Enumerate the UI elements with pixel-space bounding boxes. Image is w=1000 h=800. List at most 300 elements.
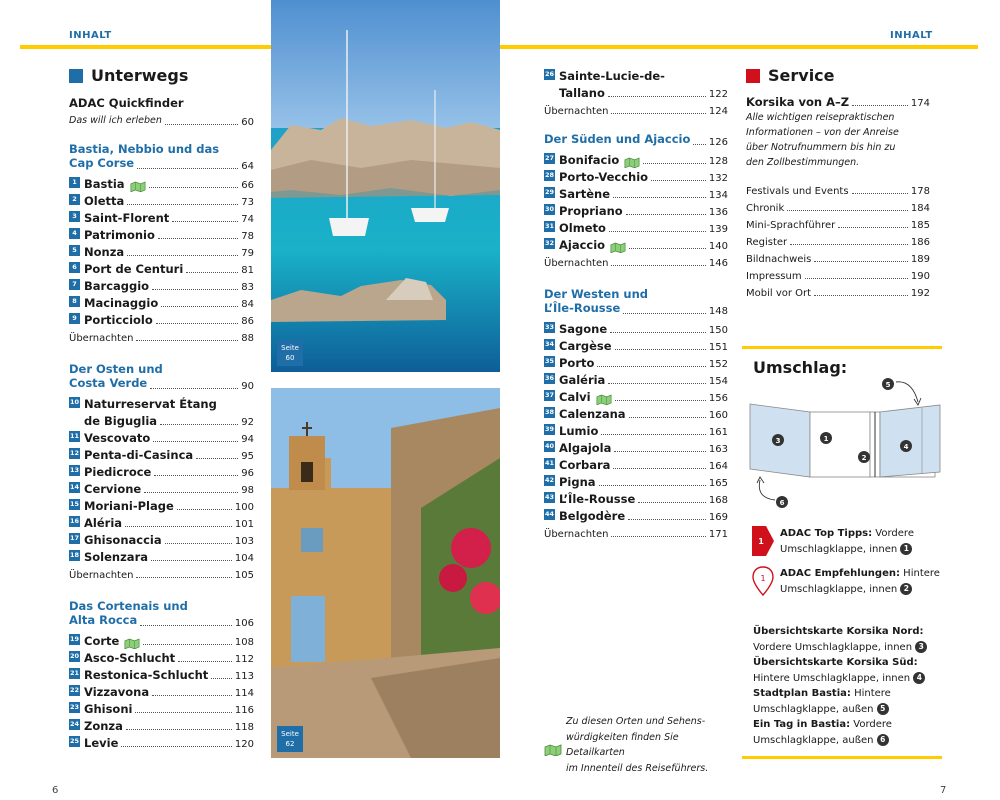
toc-item[interactable] (544, 235, 728, 252)
umschlag-bottom-bar (742, 756, 942, 759)
toc-item[interactable] (544, 387, 728, 404)
toc-item-line (69, 462, 254, 479)
map-icon (124, 634, 140, 645)
item-number-badge: 5 (69, 245, 80, 256)
toc-item-line (69, 496, 254, 513)
top-tipp-arrow-icon (752, 526, 774, 556)
empfehlungen-legend (752, 566, 950, 598)
region-title[interactable] (69, 595, 254, 612)
item-name: Levie (84, 736, 119, 750)
page-number: 150 (708, 325, 728, 336)
toc-item[interactable] (69, 648, 254, 665)
seite-page: 62 (285, 740, 295, 748)
page-number: 74 (241, 214, 254, 225)
page-number: 120 (234, 739, 254, 750)
toc-item-line (69, 293, 254, 310)
item-number-badge: 4 (69, 228, 80, 239)
svg-text:1: 1 (760, 574, 766, 583)
circle-number: 1 (900, 543, 912, 555)
item-number-badge: 16 (69, 517, 80, 525)
page-number: 73 (241, 197, 254, 208)
item-name: Lumio (559, 424, 599, 438)
item-name: Belgodère (559, 509, 626, 523)
map-legend-label: Stadtplan Bastia: (753, 688, 851, 699)
overnight-entry[interactable] (544, 100, 728, 117)
leader-dots (615, 349, 706, 350)
item-number-badge: 10 (69, 398, 80, 406)
desc-line: den Zollbestimmungen. (746, 157, 860, 168)
leader-dots (165, 543, 232, 544)
toc-item[interactable] (69, 242, 254, 259)
item-number-badge: 6 (69, 262, 80, 273)
svg-text:1: 1 (758, 537, 764, 546)
service-item[interactable] (746, 197, 930, 214)
toc-item-line (69, 225, 254, 242)
leader-dots (126, 729, 232, 730)
item-number-badge: 14 (69, 483, 80, 491)
blue-square-icon (69, 69, 83, 83)
page-number: 163 (708, 444, 728, 455)
map-legend-item (753, 655, 953, 671)
region-title-text: Alta Rocca (69, 613, 138, 627)
leader-dots (613, 468, 705, 469)
page-number: 98 (241, 485, 254, 496)
page-number: 105 (234, 570, 254, 581)
item-number-badge: 13 (69, 466, 80, 474)
leader-dots (651, 180, 706, 181)
umschlag-title: Umschlag: (753, 358, 848, 377)
item-name: de Biguglia (84, 414, 158, 428)
toc-item-line (69, 733, 254, 750)
leader-dots (852, 193, 908, 194)
service-heading (746, 66, 930, 85)
page-number: 192 (910, 288, 930, 299)
map-legend-location: Umschlagklappe, außen (753, 703, 874, 715)
region-title-text: Der Süden und Ajaccio (544, 132, 691, 146)
toc-item[interactable] (544, 455, 728, 472)
toc-item-line (69, 665, 254, 682)
page-number: 78 (241, 231, 254, 242)
overnight-label: Übernachten (544, 529, 609, 540)
toc-item[interactable] (69, 462, 254, 479)
leader-dots (838, 227, 908, 228)
map-icon (610, 238, 626, 249)
toc-item[interactable] (69, 394, 254, 428)
item-name: Restonica-Schlucht (84, 668, 209, 682)
region-title-text: Bastia, Nebbio und das (69, 142, 220, 156)
overnight-label: Übernachten (544, 106, 609, 117)
page-number: 83 (241, 282, 254, 293)
toc-item-line (544, 218, 728, 235)
toc-item-line (69, 411, 254, 428)
region-block (69, 138, 254, 344)
item-number-badge: 36 (544, 374, 555, 382)
leader-dots (137, 168, 238, 169)
leader-dots (151, 560, 232, 561)
leader-dots (629, 417, 706, 418)
leader-dots (143, 644, 232, 645)
toc-item[interactable] (69, 208, 254, 225)
map-icon (624, 153, 640, 164)
toc-item-line (544, 455, 728, 472)
toc-item[interactable] (544, 66, 728, 100)
overnight-label: Übernachten (544, 258, 609, 269)
toc-item-line (544, 167, 728, 184)
item-name: Saint-Florent (84, 211, 170, 225)
toc-item[interactable] (69, 259, 254, 276)
service-item-label: Chronik (746, 203, 785, 214)
page-number: 174 (910, 98, 930, 109)
toc-item[interactable] (544, 370, 728, 387)
item-number-badge: 30 (544, 205, 555, 213)
region-title[interactable] (544, 131, 728, 148)
toc-item[interactable] (544, 438, 728, 455)
seite-label: Seite (281, 730, 299, 738)
item-number-badge: 21 (69, 669, 80, 677)
toc-item[interactable] (544, 150, 728, 167)
page-number: 100 (234, 502, 254, 513)
item-number-badge: 40 (544, 442, 555, 450)
overnight-label: Übernachten (69, 570, 134, 581)
page-number: 184 (910, 203, 930, 214)
item-number-badge: 7 (69, 279, 80, 290)
item-number-badge: 8 (69, 296, 80, 307)
toc-item-line (544, 66, 728, 83)
umschlag-num-1: 1 (823, 435, 829, 443)
toc-item[interactable] (69, 513, 254, 530)
circle-number: 6 (877, 734, 889, 746)
region-block (544, 283, 728, 540)
service-item[interactable] (746, 180, 930, 197)
service-item-label: Bildnachweis (746, 254, 812, 265)
page-number: 114 (234, 688, 254, 699)
item-number-badge: 29 (544, 188, 555, 196)
seite-badge[interactable] (277, 726, 303, 752)
toc-item-line (69, 259, 254, 276)
map-legend (753, 624, 953, 748)
note-line: würdigkeiten finden Sie Detailkarten (566, 731, 679, 758)
leader-dots (125, 526, 232, 527)
item-name: Ajaccio (559, 238, 606, 252)
item-name: Vizzavona (84, 685, 150, 699)
seite-badge[interactable] (277, 340, 303, 366)
leader-dots (152, 695, 232, 696)
toc-item[interactable] (544, 353, 728, 370)
page-number: 164 (708, 461, 728, 472)
overnight-entry[interactable] (544, 252, 728, 269)
service-item-label: Mobil vor Ort (746, 288, 812, 299)
region-block (544, 131, 728, 269)
item-name: Port de Centuri (84, 262, 184, 276)
toc-item-line (69, 479, 254, 496)
empfehlung-pin-icon (752, 566, 774, 596)
unterwegs-heading (69, 66, 254, 85)
leader-dots (186, 272, 238, 273)
toc-item[interactable] (544, 404, 728, 421)
leader-dots (614, 451, 706, 452)
map-legend-label: Übersichtskarte Korsika Nord: (753, 626, 924, 637)
region-title[interactable] (544, 300, 728, 317)
unterwegs-title: Unterwegs (91, 66, 189, 85)
item-name: Asco-Schlucht (84, 651, 176, 665)
page-number: 79 (241, 248, 254, 259)
item-number-badge: 18 (69, 551, 80, 559)
item-name: Porto-Vecchio (559, 170, 649, 184)
leader-dots (611, 113, 705, 114)
region-title[interactable] (69, 138, 254, 155)
map-legend-location: Vordere Umschlagklappe, innen (753, 641, 913, 653)
toc-item[interactable] (69, 716, 254, 733)
leader-dots (608, 383, 706, 384)
map-icon (596, 390, 612, 401)
korsika-a-z-description (746, 110, 930, 170)
item-number-badge: 19 (69, 635, 80, 643)
desc-line: über Notrufnummern bis hin zu (746, 142, 896, 153)
region-title[interactable] (69, 612, 254, 629)
item-name: Cervione (84, 482, 142, 496)
item-name: L’Île-Rousse (559, 492, 636, 506)
item-name: Oletta (84, 194, 125, 208)
leader-dots (608, 96, 706, 97)
leader-dots (196, 458, 238, 459)
circle-number: 4 (913, 672, 925, 684)
item-number-badge: 39 (544, 425, 555, 433)
overnight-entry[interactable] (69, 564, 254, 581)
item-number-badge: 37 (544, 391, 555, 399)
item-name: Algajola (559, 441, 612, 455)
map-legend-line2 (753, 640, 953, 656)
leader-dots (805, 278, 908, 279)
leader-dots (149, 187, 239, 188)
toc-item[interactable] (69, 682, 254, 699)
leader-dots (144, 492, 238, 493)
toc-item-line (544, 319, 728, 336)
toc-item[interactable] (69, 665, 254, 682)
service-item[interactable] (746, 265, 930, 282)
page-number: 64 (241, 161, 254, 172)
item-name: Calvi (559, 390, 591, 404)
toc-item[interactable] (544, 489, 728, 506)
leader-dots (615, 400, 706, 401)
item-number-badge: 22 (69, 686, 80, 694)
toc-item-line (69, 682, 254, 699)
region-title[interactable] (69, 358, 254, 375)
toc-item-line (69, 394, 254, 411)
leader-dots (135, 712, 231, 713)
toc-item[interactable] (69, 496, 254, 513)
page-number: 134 (708, 190, 728, 201)
page-number: 189 (910, 254, 930, 265)
leader-dots (610, 332, 706, 333)
item-name: Calenzana (559, 407, 626, 421)
page-number: 118 (234, 722, 254, 733)
region-title[interactable] (544, 283, 728, 300)
leader-dots (136, 577, 231, 578)
service-column (746, 66, 930, 299)
page-number: 88 (241, 333, 254, 344)
page-number: 165 (708, 478, 728, 489)
leader-dots (638, 502, 706, 503)
seite-page: 60 (285, 354, 295, 362)
unterwegs-column (69, 66, 254, 750)
toc-item[interactable] (544, 184, 728, 201)
leader-dots (158, 238, 238, 239)
item-number-badge: 1 (69, 177, 80, 188)
toc-item[interactable] (69, 428, 254, 445)
toc-item[interactable] (69, 699, 254, 716)
page-number: 104 (234, 553, 254, 564)
region-title[interactable] (69, 375, 254, 392)
toc-item[interactable] (69, 479, 254, 496)
toc-item[interactable] (544, 506, 728, 523)
page-number: 151 (708, 342, 728, 353)
circle-number: 2 (900, 583, 912, 595)
region-title-text: Cap Corse (69, 156, 135, 170)
umschlag-num-4: 4 (903, 443, 909, 451)
page-number: 161 (708, 427, 728, 438)
page-number: 154 (708, 376, 728, 387)
empfehlungen-label: ADAC Empfehlungen: (780, 568, 900, 579)
toc-item[interactable] (69, 225, 254, 242)
leader-dots (156, 323, 239, 324)
toc-item-line (69, 648, 254, 665)
desc-line: Alle wichtigen reisepraktischen (746, 112, 895, 123)
top-tipps-text (780, 526, 914, 558)
overnight-entry[interactable] (544, 523, 728, 540)
toc-item-line (69, 428, 254, 445)
note-line: Zu diesen Orten und Sehens- (566, 716, 706, 727)
desc-line: Informationen – von der Anreise (746, 127, 899, 138)
umschlag-num-5: 5 (885, 381, 891, 389)
toc-item[interactable] (544, 472, 728, 489)
toc-item-line (544, 387, 728, 404)
item-name: Barcaggio (84, 279, 150, 293)
toc-item-line (69, 310, 254, 327)
toc-item[interactable] (544, 421, 728, 438)
toc-item[interactable] (69, 445, 254, 462)
leader-dots (172, 221, 238, 222)
map-legend-item (753, 624, 953, 640)
page-number: 126 (708, 137, 728, 148)
leader-dots (790, 244, 908, 245)
item-name: Porticciolo (84, 313, 153, 327)
toc-item[interactable] (544, 319, 728, 336)
map-icon (544, 741, 560, 752)
leader-dots (178, 661, 232, 662)
leader-dots (152, 289, 238, 290)
korsika-a-z-entry[interactable] (746, 93, 930, 109)
item-name: Olmeto (559, 221, 606, 235)
overnight-entry[interactable] (69, 327, 254, 344)
umschlag-diagram (742, 372, 952, 512)
circle-number: 3 (915, 641, 927, 653)
toc-item-line (544, 150, 728, 167)
chapel-image (271, 388, 500, 758)
circle-number: 5 (877, 703, 889, 715)
toc-item[interactable] (544, 336, 728, 353)
leader-dots (611, 536, 705, 537)
item-name: Propriano (559, 204, 623, 218)
toc-item[interactable] (69, 530, 254, 547)
toc-item[interactable] (69, 547, 254, 564)
toc-item[interactable] (69, 631, 254, 648)
service-items (746, 180, 930, 299)
page-number: 139 (708, 224, 728, 235)
map-legend-rest: Vordere (850, 719, 892, 730)
toc-item-line (544, 184, 728, 201)
leader-dots (177, 509, 232, 510)
region-title-text: Der Westen und (544, 287, 649, 301)
service-item[interactable] (746, 282, 930, 299)
toc-item[interactable] (69, 276, 254, 293)
leader-dots (629, 248, 706, 249)
leader-dots (628, 519, 706, 520)
toc-item[interactable] (544, 201, 728, 218)
item-number-badge: 24 (69, 720, 80, 728)
top-tipps-label: ADAC Top Tipps: (780, 528, 873, 539)
middle-regions (544, 131, 728, 540)
service-item[interactable] (746, 231, 930, 248)
leader-dots (643, 163, 706, 164)
map-icon (130, 177, 146, 188)
region-title[interactable] (69, 155, 254, 172)
page-number: 86 (241, 316, 254, 327)
toc-item[interactable] (544, 167, 728, 184)
empfehlungen-rest2: Umschlagklappe, innen (780, 584, 898, 595)
page-number: 84 (241, 299, 254, 310)
leader-dots (161, 306, 238, 307)
map-legend-line2 (753, 671, 953, 687)
service-item-label: Mini-Sprachführer (746, 220, 836, 231)
toc-item-line (69, 242, 254, 259)
quickfinder-entry[interactable] (69, 111, 254, 128)
region-block (69, 595, 254, 750)
toc-item[interactable] (69, 191, 254, 208)
page-number: 168 (708, 495, 728, 506)
leader-dots (140, 625, 232, 626)
leader-dots (150, 388, 238, 389)
page-number: 116 (234, 705, 254, 716)
top-tipps-legend (752, 526, 950, 558)
toc-item[interactable] (69, 733, 254, 750)
toc-item[interactable] (544, 218, 728, 235)
item-name: Sagone (559, 322, 608, 336)
leader-dots (153, 441, 238, 442)
toc-item-line (544, 201, 728, 218)
page-number: 185 (910, 220, 930, 231)
page-number: 108 (234, 637, 254, 648)
seite-label: Seite (281, 344, 299, 352)
item-name: Bastia (84, 177, 125, 191)
page-number: 60 (241, 117, 254, 128)
toc-item-line (69, 530, 254, 547)
toc-item[interactable] (69, 174, 254, 191)
service-item[interactable] (746, 214, 930, 231)
toc-item[interactable] (69, 310, 254, 327)
page-number: 103 (234, 536, 254, 547)
page-number: 112 (234, 654, 254, 665)
item-name: Sartène (559, 187, 610, 201)
leader-dots (852, 105, 908, 106)
toc-item[interactable] (69, 293, 254, 310)
service-item[interactable] (746, 248, 930, 265)
toc-item-line (544, 83, 728, 100)
korsika-a-z-title: Korsika von A–Z (746, 95, 850, 109)
item-name: Pigna (559, 475, 596, 489)
toc-item-line (544, 438, 728, 455)
item-number-badge: 28 (544, 171, 555, 179)
item-name: Bonifacio (559, 153, 620, 167)
